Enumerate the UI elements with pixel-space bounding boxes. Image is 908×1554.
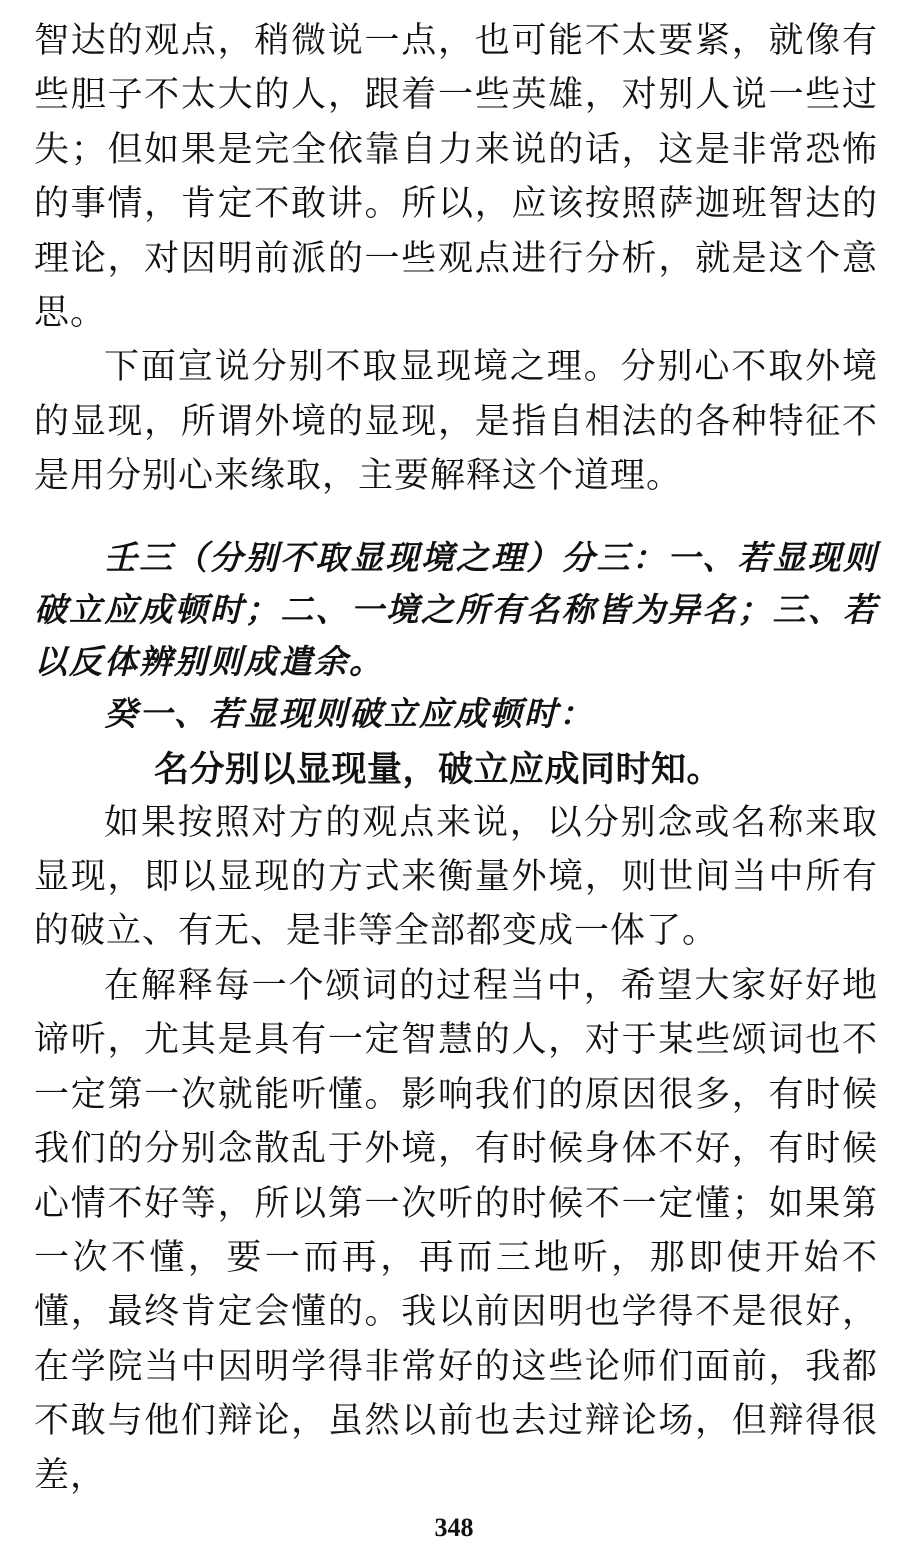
paragraph-1: 智达的观点，稍微说一点，也可能不太要紧，就像有些胆子不太大的人，跟着一些英雄，对别人说一些过失；但如果是完全依靠自力来说的话，这是非常恐怖的事情，肯定不敢讲。所以，应该按照萨迦班智达的理论，对因明前派的一些观点进行分析，就是这个意思。 xyxy=(34,21,878,334)
paragraph-4: 在解释每一个颂词的过程当中，希望大家好好地谛听，尤其是具有一定智慧的人，对于某些颂词也不一定第一次就能听懂。影响我们的原因很多，有时候我们的分别念散乱于外境，有时候身体不好，有时候心情不好等，所以第一次听的时候不一定懂；如果第一次不懂，要一而再，再而三地听，那即使开始不懂，最终肯定会懂的。我以前因明也学得不是很好，在学院当中因明学得非常好的这些论师们面前，我都不敢与他们辩论，虽然以前也去过辩论场，但辩得很差， xyxy=(34,965,878,1496)
section-heading: 壬三（分别不取显现境之理）分三：一、若显现则破立应成顿时；二、一境之所有名称皆为异名；三、若以反体辨别则成遣余。 xyxy=(34,537,878,681)
page-number: 348 xyxy=(434,1513,474,1542)
page-body xyxy=(34,14,878,1503)
subsection-heading: 癸一、若显现则破立应成顿时： xyxy=(104,693,594,733)
paragraph-3: 如果按照对方的观点来说，以分别念或名称来取显现，即以显现的方式来衡量外境，则世间当中所有的破立、有无、是非等全部都变成一体了。 xyxy=(34,802,878,952)
paragraph-2: 下面宣说分别不取显现境之理。分别心不取外境的显现，所谓外境的显现，是指自相法的各种特征不是用分别心来缘取，主要解释这个道理。 xyxy=(34,347,878,497)
section-gap xyxy=(34,504,878,532)
root-verse: 名分别以显现量，破立应成同时知。 xyxy=(154,749,723,790)
